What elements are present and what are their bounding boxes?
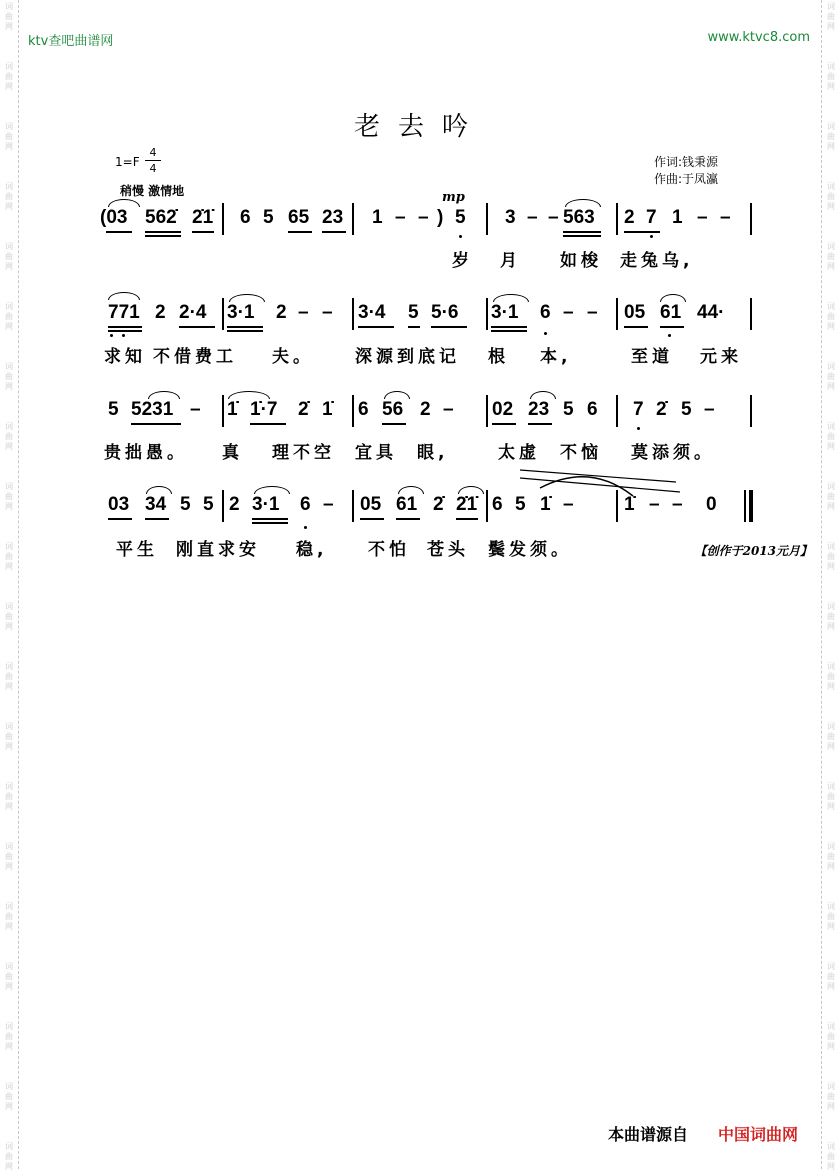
note-group: 56 [382,399,404,420]
beam-underline [108,518,132,520]
note-group: 61 [660,302,682,323]
note-group: 2̇ [433,494,444,515]
beam-underline [491,330,527,332]
note-group: 61 [396,494,418,515]
note-group: – [527,207,538,228]
note-group: 1̇·7 [250,399,278,420]
watermark-text: 词 曲 网 [827,242,835,271]
note-group: 2̇1̇ [192,207,214,228]
final-barline-thick [749,490,753,522]
beam-underline [624,231,660,233]
beam-underline [563,235,601,237]
header-site-name[interactable]: ktv查吧曲谱网 [28,34,114,49]
watermark-text: 词 曲 网 [5,1022,13,1051]
watermark-text: 词 曲 网 [5,542,13,571]
lyric-text: 深源到底记 [355,347,460,367]
watermark-text: 词 曲 网 [5,2,13,31]
note-group: 1 [672,207,683,228]
note-group: – [298,302,309,323]
watermark-text: 词 曲 网 [827,302,835,331]
barline [750,395,752,427]
note-group: 2·4 [179,302,207,323]
slur-mark [660,294,686,302]
note-group: 6 [300,494,311,515]
beam-underline [528,423,552,425]
watermark-text: 词 曲 网 [5,1142,13,1171]
note-group: 6 [358,399,369,420]
note-group: 6 [587,399,598,420]
barline [616,298,618,330]
barline [222,490,224,522]
source-label: 本曲谱源自 [608,1125,689,1144]
note-group: 1̇ [540,494,551,515]
note-group: 6 [492,494,503,515]
lyric-text: 至道 [631,347,673,367]
note-group: 771 [108,302,140,323]
beam-underline [131,423,181,425]
beam-underline [252,522,288,524]
watermark-text: 词 曲 网 [827,782,835,811]
note-group: 3·1 [252,494,280,515]
barline [616,203,618,235]
octave-dot [650,235,653,238]
beam-underline [108,326,142,328]
note-group: 5231 [131,399,174,420]
beam-underline [358,326,394,328]
note-group: 03 [108,494,130,515]
slur-mark [565,199,601,207]
right-watermark-strip [821,0,840,1169]
note-group: – [563,494,574,515]
note-group: 2̇ [656,399,667,420]
lyric-text: 宜具 [355,443,397,463]
note-group: 5 [203,494,214,515]
octave-dot [304,526,307,529]
watermark-text: 词 曲 网 [827,122,835,151]
time-signature-top: 4 [149,146,157,159]
watermark-text: 词 曲 网 [5,422,13,451]
note-group: 1̇ [322,399,333,420]
lyric-row [0,342,840,368]
beam-underline [456,518,478,520]
time-signature [145,146,161,175]
note-group: 34 [145,494,167,515]
note-group: 0 [706,494,717,515]
lyric-row [0,246,840,272]
barline [222,298,224,330]
watermark-text: 词 曲 网 [5,482,13,511]
watermark-text: 词 曲 网 [5,62,13,91]
slur-mark [398,486,424,494]
lyric-text: 平生 [116,540,158,560]
beam-underline [192,231,214,233]
lyric-text: 元来 [700,347,742,367]
slur-mark [146,486,172,494]
note-group: – [418,207,429,228]
time-signature-bottom: 4 [149,162,157,175]
barline [750,203,752,235]
watermark-text: 词 曲 网 [5,782,13,811]
watermark-text: 词 曲 网 [5,662,13,691]
lyric-text: 真 [222,443,243,463]
barline [352,298,354,330]
note-group: 02 [492,399,514,420]
octave-dot [122,334,125,337]
lyric-text: 稳, [296,540,328,560]
note-group: 5 [681,399,692,420]
beam-underline [145,235,181,237]
barline [486,203,488,235]
note-group: 5 [108,399,119,420]
watermark-text: 词 曲 网 [827,1082,835,1111]
note-group: – [322,302,333,323]
watermark-text: 词 曲 网 [827,1022,835,1051]
watermark-text: 词 曲 网 [5,722,13,751]
barline [352,395,354,427]
watermark-text: 词 曲 网 [827,602,835,631]
beam-underline [492,423,516,425]
note-group: 5 [408,302,419,323]
note-group: – [704,399,715,420]
tie-line [520,470,676,482]
barline [750,298,752,330]
staff-row [0,492,840,528]
lyric-text: 刚直求安 [176,540,260,560]
note-group: 7 [646,207,657,228]
source-site-link[interactable]: 中国词曲网 [718,1125,799,1144]
lyric-text: 走兔乌, [620,251,694,271]
watermark-text: 词 曲 网 [827,842,835,871]
lyric-text: 眼, [417,443,449,463]
watermark-text: 词 曲 网 [827,722,835,751]
beam-underline [252,518,288,520]
beam-underline [145,231,181,233]
slur-mark [108,292,140,300]
barline [486,395,488,427]
lyric-text: 不怕 [368,540,410,560]
barline [486,298,488,330]
composer-credit: 作曲:于凤瀛 [654,172,719,186]
octave-dot [110,334,113,337]
note-group: 5 [455,207,466,228]
note-group: – [563,302,574,323]
barline [616,395,618,427]
note-group: ) [437,207,444,228]
lyric-text: 理不空 [272,443,335,463]
note-group: 563 [563,207,595,228]
beam-underline [322,231,346,233]
lyric-text: 苍头 [427,540,469,560]
slur-mark [384,391,410,399]
note-group: – [587,302,598,323]
note-group: 65 [288,207,310,228]
watermark-text: 词 曲 网 [827,422,835,451]
left-watermark-strip [0,0,19,1169]
beam-underline [145,518,169,520]
note-group: 3·1 [491,302,519,323]
lyric-text: 不借费工 [153,347,237,367]
lyric-text: 鬓发须。 [488,540,572,560]
staff-row [0,397,840,433]
lyric-text: 太虚 [498,443,540,463]
octave-dot [459,235,462,238]
slur-mark [458,486,484,494]
note-group: – [443,399,454,420]
watermark-text: 词 曲 网 [5,242,13,271]
barline [222,395,224,427]
lyric-text: 根 [488,347,509,367]
note-group: 6 [240,207,251,228]
note-group: 562̇ [145,207,177,228]
lyric-text: 夫。 [272,347,314,367]
note-group: 5 [563,399,574,420]
lyric-text: 岁 [452,251,473,271]
slur-mark [228,391,270,399]
note-group: – [395,207,406,228]
watermark-text: 词 曲 网 [827,182,835,211]
beam-underline [108,330,142,332]
final-barline-thin [744,490,746,522]
beam-underline [179,326,215,328]
note-group: 1̇ [624,494,635,515]
watermark-text: 词 曲 网 [827,482,835,511]
key-signature: 1=F [115,155,140,169]
watermark-text: 词 曲 网 [5,362,13,391]
note-group: 3 [505,207,516,228]
beam-underline [382,423,406,425]
watermark-text: 词 曲 网 [5,962,13,991]
note-group: 5 [180,494,191,515]
beam-underline [227,326,263,328]
lyric-text: 月 [500,251,521,271]
note-group: 1 [372,207,383,228]
note-group: 5 [515,494,526,515]
watermark-text: 词 曲 网 [827,542,835,571]
lyric-text: 求知 [104,347,146,367]
note-group: 2 [624,207,635,228]
note-group: 3·1 [227,302,255,323]
octave-dot [637,427,640,430]
barline [222,203,224,235]
note-group: 7 [633,399,644,420]
note-group: 2 [155,302,166,323]
beam-underline [360,518,384,520]
note-group: 5 [263,207,274,228]
note-group: – [649,494,660,515]
note-group: 6 [540,302,551,323]
watermark-text: 词 曲 网 [827,962,835,991]
watermark-text: 词 曲 网 [827,2,835,31]
note-group: (03 [100,207,128,228]
note-group: – [190,399,201,420]
note-group: 23 [322,207,344,228]
watermark-text: 词 曲 网 [5,122,13,151]
lyric-text: 如梭 [560,251,602,271]
lyricist-credit: 作词:钱秉源 [654,155,719,169]
octave-dot [544,332,547,335]
composition-date-note: 【创作于2013元月】 [694,544,812,558]
beam-underline [624,326,648,328]
note-group: 2 [229,494,240,515]
beam-underline [106,231,132,233]
note-group: 3·4 [358,302,386,323]
note-group: 2̇1̇ [456,494,478,515]
note-group: 05 [624,302,646,323]
watermark-text: 词 曲 网 [827,362,835,391]
lyric-text: 贵拙愚。 [104,443,188,463]
octave-dot [668,334,671,337]
barline [352,203,354,235]
note-group: 1̇ [227,399,238,420]
beam-underline [288,231,312,233]
note-group: – [720,207,731,228]
watermark-text: 词 曲 网 [5,302,13,331]
song-title: 老去吟 [353,112,486,142]
watermark-text: 词 曲 网 [5,842,13,871]
tie-line [520,478,680,492]
watermark-text: 词 曲 网 [5,182,13,211]
lyric-row [0,438,840,464]
lyric-text: 不恼 [560,443,602,463]
note-group: – [548,207,559,228]
note-group: 2 [420,399,431,420]
slur-mark [493,294,529,302]
note-group: 5·6 [431,302,459,323]
note-group: 23 [528,399,550,420]
beam-underline [431,326,467,328]
watermark-text: 词 曲 网 [5,602,13,631]
slur-mark [229,294,265,302]
watermark-text: 词 曲 网 [827,1142,835,1171]
barline [486,490,488,522]
slur-mark [530,391,556,399]
lyric-text: 莫添须。 [631,443,715,463]
note-group: 05 [360,494,382,515]
beam-underline [563,231,601,233]
watermark-text: 词 曲 网 [5,1082,13,1111]
beam-underline [491,326,527,328]
note-group: 44· [697,302,725,323]
note-group: – [323,494,334,515]
watermark-text: 词 曲 网 [827,662,835,691]
note-group: 2 [276,302,287,323]
dynamic-marking: mp [442,190,465,205]
tempo-marking: 稍慢 激情地 [120,184,185,198]
header-site-url[interactable]: www.ktvc8.com [707,30,810,45]
staff-row [0,205,840,241]
beam-underline [396,518,420,520]
beam-underline [250,423,286,425]
watermark-text: 词 曲 网 [827,62,835,91]
barline [616,490,618,522]
watermark-text: 词 曲 网 [5,902,13,931]
beam-underline [408,326,420,328]
slur-mark [108,199,140,207]
lyric-text: 本, [540,347,572,367]
barline [352,490,354,522]
slur-mark [254,486,290,494]
note-group: – [672,494,683,515]
note-group: – [697,207,708,228]
note-group: 2̇ [298,399,309,420]
slur-mark [148,391,180,399]
beam-underline [227,330,263,332]
watermark-text: 词 曲 网 [827,902,835,931]
beam-underline [660,326,684,328]
